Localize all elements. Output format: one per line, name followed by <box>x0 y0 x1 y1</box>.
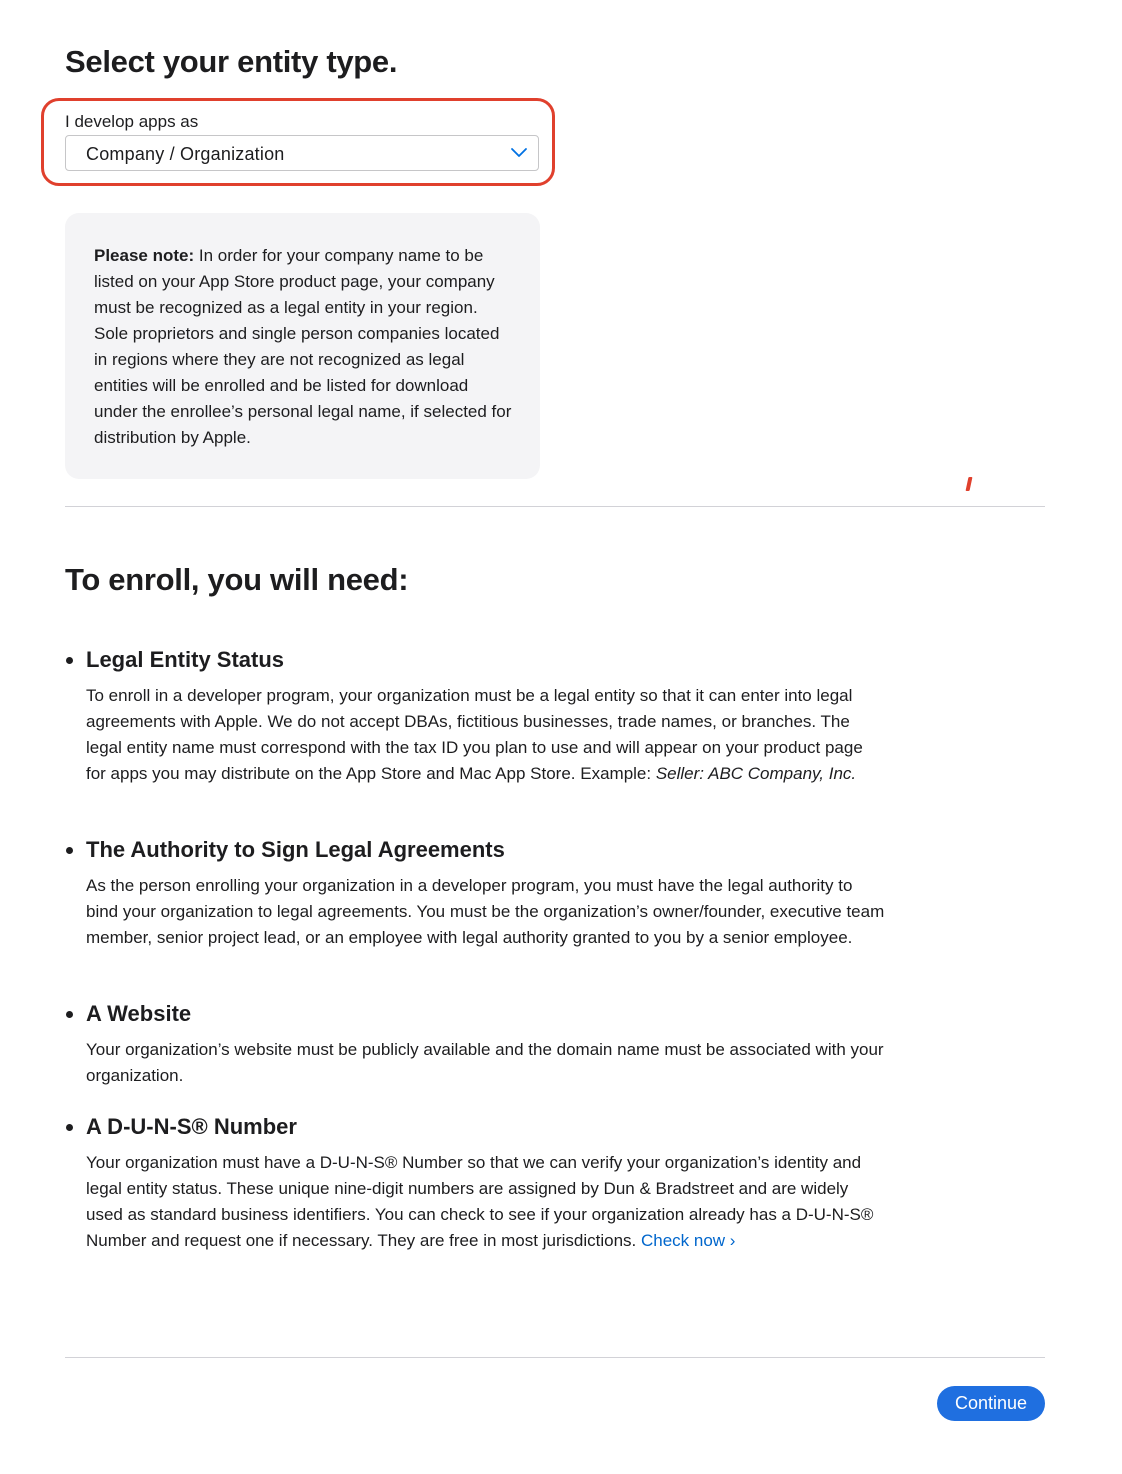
requirement-title: A D-U-N-S® Number <box>86 1114 297 1139</box>
requirement-body: As the person enrolling your organization in a developer program, you must have the legal authority to bind your organization to legal agreements. You must be the organization’s owner/founder, executive team member, senior project lead, or an employee with legal authority granted to you by a senior employee. <box>86 876 885 947</box>
entity-select-value: Company / Organization <box>86 144 285 164</box>
requirements-heading: To enroll, you will need: <box>65 562 409 597</box>
requirement-title: Legal Entity Status <box>86 647 285 672</box>
footer-divider <box>65 1357 1045 1358</box>
note-panel <box>65 213 540 479</box>
requirement-body <box>86 1150 886 1254</box>
requirement-text: To enroll in a developer program, your organization must be a legal entity so that it can enter into legal agreements with Apple. We do not accept DBAs, fictitious businesses, trade names, or branches. The legal entity name must correspond with the tax ID you plan to use and will appear on your product page for apps you may distribute on the App Store and Mac App Store. Example: <box>86 686 863 783</box>
requirement-title: A Website <box>86 1001 192 1026</box>
check-now-link[interactable]: Check now › <box>640 1231 736 1250</box>
section-divider <box>65 506 1045 507</box>
requirement-example: Seller: ABC Company, Inc. <box>655 764 857 783</box>
entity-type-select[interactable] <box>65 135 539 171</box>
bullet-icon <box>66 847 73 854</box>
requirement-title: The Authority to Sign Legal Agreements <box>86 837 505 862</box>
note-text <box>94 243 514 451</box>
chevron-down-icon <box>510 145 528 159</box>
continue-button[interactable]: Continue <box>937 1386 1045 1421</box>
red-annotation-mark <box>966 477 973 491</box>
bullet-icon <box>66 1124 73 1131</box>
note-label: Please note: <box>94 246 195 265</box>
requirement-text: Your organization must have a D-U-N-S® Number so that we can verify your organization’s identity and legal entity status. These unique nine-digit numbers are assigned by Dun & Bradstreet and are widely used as standard business identifiers. You can check to see if your organization already has a D-U-N-S® Number and request one if necessary. They are free in most jurisdictions. <box>86 1153 874 1250</box>
requirement-body <box>86 683 886 787</box>
entity-select-label: I develop apps as <box>65 112 199 131</box>
bullet-icon <box>66 1011 73 1018</box>
note-body: In order for your company name to be listed on your App Store product page, your company must be recognized as a legal entity in your region. Sole proprietors and single person companies located in regions where they are not recognized as legal entities will be enrolled and be listed for download under the enrollee’s personal legal name, if selected for distribution by Apple. <box>94 246 512 447</box>
bullet-icon <box>66 657 73 664</box>
entity-type-heading: Select your entity type. <box>65 44 398 79</box>
requirement-body: Your organization’s website must be publicly available and the domain name must be associated with your organization. <box>86 1040 884 1085</box>
